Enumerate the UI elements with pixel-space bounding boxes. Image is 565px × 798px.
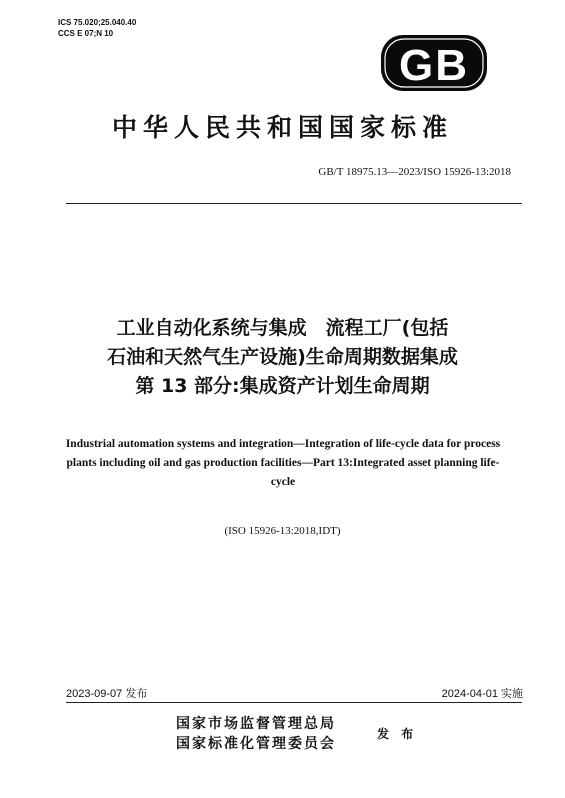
bottom-divider [66, 702, 522, 703]
standard-number: GB/T 18975.13—2023/ISO 15926-13:2018 [318, 166, 511, 178]
main-title: 中华人民共和国国家标准 [111, 113, 453, 142]
gb-logo-text: GB [399, 41, 469, 90]
classification-codes [58, 17, 136, 39]
iso-reference: (ISO 15926-13:2018,IDT) [224, 525, 341, 537]
chinese-title-line3: 第 13 部分:集成资产计划生命周期 [135, 375, 430, 397]
chinese-title-line1: 工业自动化系统与集成 流程工厂(包括 [116, 317, 449, 339]
ics-code: ICS 75.020;25.040.40 [58, 18, 137, 27]
chinese-title-line2: 石油和天然气生产设施)生命周期数据集成 [107, 346, 458, 368]
top-divider [66, 203, 522, 204]
publish-label: 发 布 [377, 727, 418, 741]
issuer-sac: 国家标准化管理委员会 [176, 736, 336, 752]
chinese-title [0, 314, 565, 401]
issuing-authorities [176, 714, 336, 754]
english-title: Industrial automation systems and integration—Integration of life-cycle data for process plants including oil and gas production facilities—Part 13:Integrated asset planning life-cycle [65, 438, 501, 488]
ccs-code: CCS E 07;N 10 [58, 29, 114, 38]
issuer-samr: 国家市场监督管理总局 [176, 716, 336, 732]
implementation-date: 2024-04-01 实施 [441, 688, 523, 700]
issue-date: 2023-09-07 发布 [66, 688, 148, 700]
gb-logo [381, 35, 487, 91]
